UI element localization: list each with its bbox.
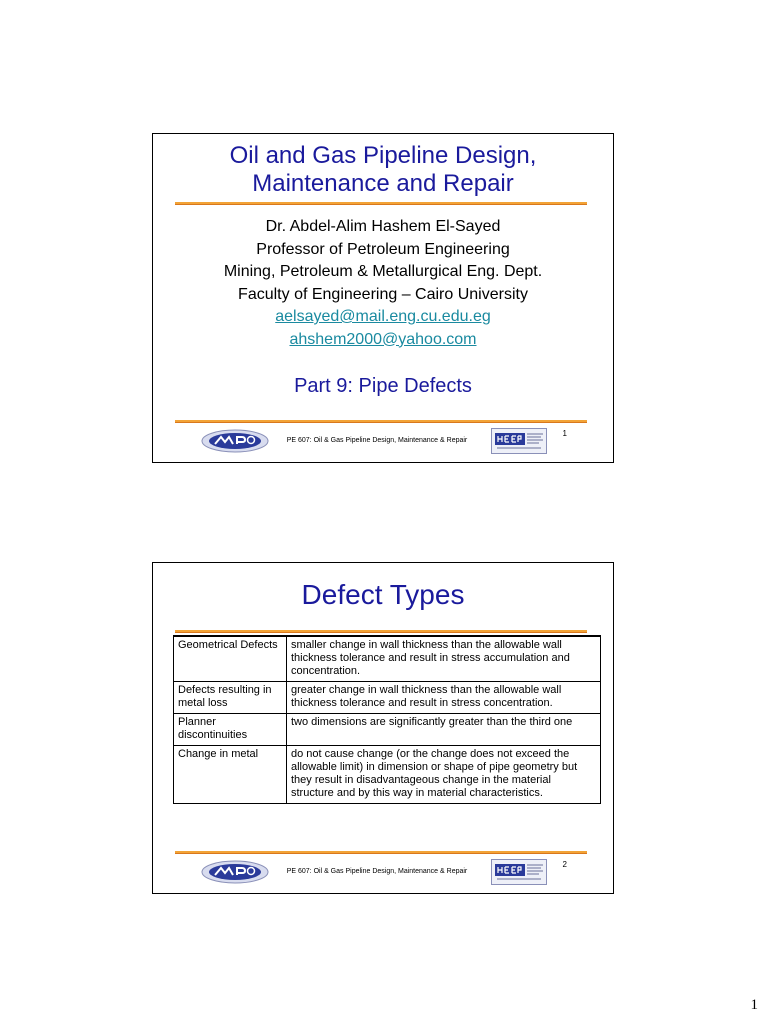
slide-2: [152, 562, 614, 894]
defect-description-cell: do not cause change (or the change does not exceed the allowable limit) in dimension or shape of pipe geometry but they result in disadvantageous change in the material structure and by this way in material characteristics.: [287, 746, 601, 804]
footer-course: PE 607: Oil & Gas Pipeline Design, Maintenance & Repair: [286, 868, 468, 875]
footer-course: PE 607: Oil & Gas Pipeline Design, Maintenance & Repair: [286, 437, 468, 444]
defect-type-cell: Planner discontinuities: [174, 714, 287, 746]
email-link-2[interactable]: ahshem2000@yahoo.com: [289, 330, 477, 348]
defect-description-cell: smaller change in wall thickness than the allowable wall thickness tolerance and result in stress accumulation and concentration.: [287, 636, 601, 682]
footer-divider: [175, 851, 587, 854]
defect-description-cell: greater change in wall thickness than the allowable wall thickness tolerance and result in stress concentration.: [287, 682, 601, 714]
mpe-logo-icon: [201, 429, 269, 453]
defect-types-table: [173, 635, 601, 804]
part-heading: Part 9: Pipe Defects: [294, 375, 472, 397]
slide-2-title: Defect Types: [301, 579, 465, 610]
slide-1: [152, 133, 614, 463]
slide-number: 2: [562, 860, 567, 869]
author-block: [153, 216, 613, 351]
slide-number: 1: [562, 429, 567, 438]
defect-type-cell: Geometrical Defects: [174, 636, 287, 682]
author-position: Professor of Petroleum Engineering: [256, 240, 510, 258]
heepf-logo-icon: [491, 428, 547, 454]
table-row: [174, 746, 601, 804]
table-row: [174, 636, 601, 682]
email-link-1[interactable]: aelsayed@mail.eng.cu.edu.eg: [275, 308, 491, 325]
mpe-logo-icon: [201, 860, 269, 884]
footer-divider: [175, 420, 587, 423]
author-name: Dr. Abdel-Alim Hashem El-Sayed: [265, 218, 501, 235]
slide-1-title: [153, 142, 613, 198]
slide-footer: [153, 857, 613, 887]
author-department: Mining, Petroleum & Metallurgical Eng. Dept.: [223, 263, 543, 280]
title-line-1: Oil and Gas Pipeline Design,: [229, 142, 537, 169]
title-divider: [175, 202, 587, 205]
defect-type-cell: Change in metal: [174, 746, 287, 804]
author-faculty: Faculty of Engineering – Cairo University: [238, 285, 528, 303]
table-row: [174, 682, 601, 714]
title-divider: [175, 630, 587, 633]
table-row: [174, 714, 601, 746]
sheet-page-number: 1: [750, 997, 758, 1013]
slide-footer: [153, 426, 613, 456]
title-line-2: Maintenance and Repair: [252, 170, 514, 197]
heepf-logo-icon: [491, 859, 547, 885]
defect-description-cell: two dimensions are significantly greater than the third one: [287, 714, 601, 746]
defect-type-cell: Defects resulting in metal loss: [174, 682, 287, 714]
